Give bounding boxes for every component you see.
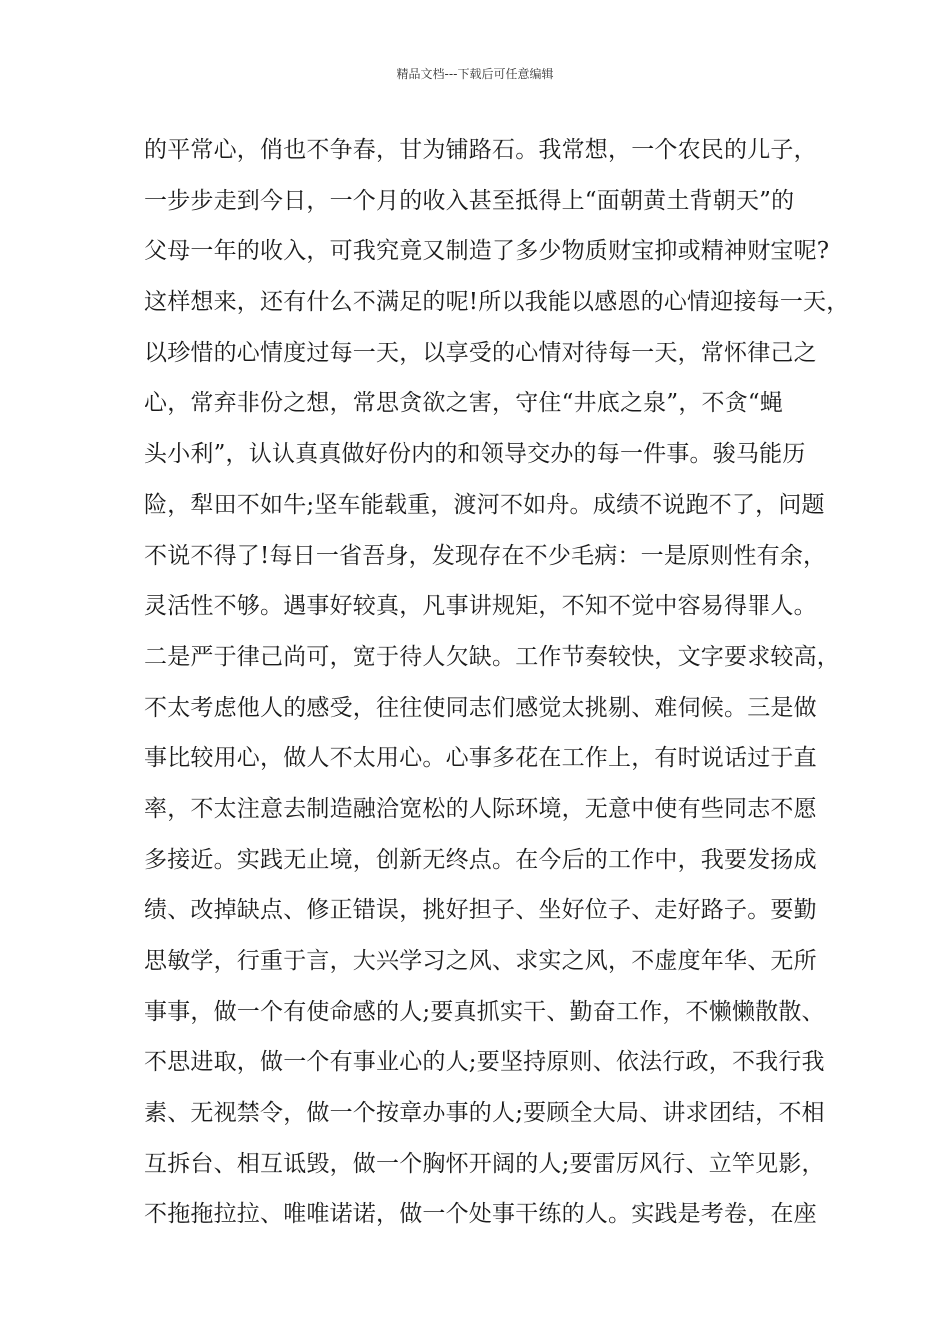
text-line: 父母一年的收入，可我究竟又制造了多少物质财宝抑或精神财宝呢? (144, 238, 830, 265)
text-line: 的平常心，俏也不争春，甘为铺路石。我常想，一个农民的儿子， (144, 137, 817, 163)
text-line: 灵活性不够。遇事好较真，凡事讲规矩，不知不觉中容易得罪人。 (144, 593, 817, 620)
text-line: 头小利”，认认真真做好份内的和领导交办的每一件事。骏马能历 (144, 441, 806, 468)
text-line: 互拆台、相互诋毁，做一个胸怀开阔的人;要雷厉风行、立竿见影， (144, 1150, 825, 1177)
text-line: 多接近。实践无止境，创新无终点。在今后的工作中，我要发扬成 (144, 846, 817, 873)
page-header: 精品文档---下载后可任意编辑 (396, 67, 554, 81)
text-line: 以珍惜的心情度过每一天，以享受的心情对待每一天，常怀律己之 (144, 339, 817, 366)
text-line: 险，犁田不如牛;坚车能载重，渡河不如舟。成绩不说跑不了，问题 (144, 491, 825, 518)
body-text (144, 130, 850, 1245)
text-line: 不拖拖拉拉、唯唯诺诺，做一个处事干练的人。实践是考卷，在座 (144, 1201, 817, 1228)
text-line: 不太考虑他人的感受，往往使同志们感觉太挑剔、难伺候。三是做 (144, 694, 817, 721)
text-line: 率，不太注意去制造融洽宽松的人际环境，无意中使有些同志不愿 (144, 795, 817, 822)
text-line: 绩、改掉缺点、修正错误，挑好担子、坐好位子、走好路子。要勤 (144, 897, 817, 924)
text-line: 心，常弃非份之想，常思贪欲之害，守住“井底之泉”，不贪“蝇 (144, 390, 784, 417)
text-line: 事事，做一个有使命感的人;要真抓实干、勤奋工作，不懒懒散散、 (144, 998, 825, 1025)
text-line: 思敏学，行重于言，大兴学习之风、求实之风，不虚度年华、无所 (144, 948, 817, 974)
text-line: 不说不得了!每日一省吾身，发现存在不少毛病：一是原则性有余， (144, 542, 827, 569)
text-line: 不思进取，做一个有事业心的人;要坚持原则、依法行政，不我行我 (144, 1049, 825, 1076)
text-line: 事比较用心，做人不太用心。心事多花在工作上，有时说话过于直 (144, 745, 817, 772)
text-line: 二是严于律己尚可，宽于待人欠缺。工作节奏较快，文字要求较高， (144, 643, 840, 670)
text-line: 素、无视禁令，做一个按章办事的人;要顾全大局、讲求团结，不相 (144, 1100, 825, 1127)
text-line: 一步步走到今日，一个月的收入甚至抵得上“面朝黄土背朝天”的 (144, 187, 795, 214)
text-line: 这样想来，还有什么不满足的呢!所以我能以感恩的心情迎接每一天， (144, 289, 850, 316)
